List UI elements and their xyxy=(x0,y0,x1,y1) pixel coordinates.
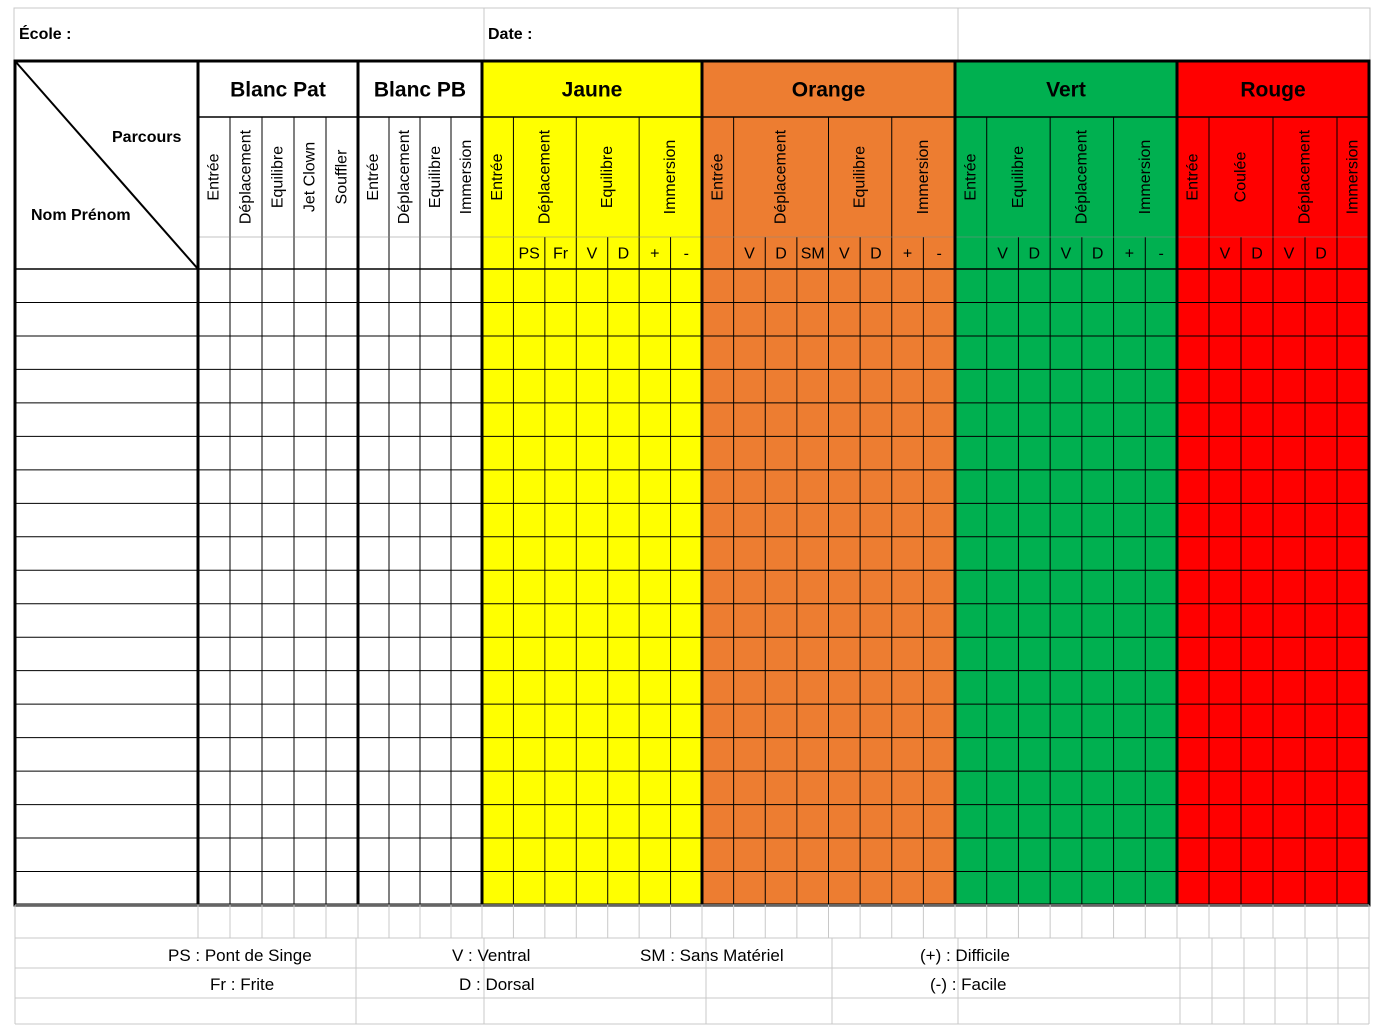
column-header: Déplacement xyxy=(772,129,790,225)
column-header: Equilibre xyxy=(1009,145,1027,209)
column-header: Immersion xyxy=(458,139,475,215)
sub-header: V xyxy=(838,245,850,263)
sub-header: V xyxy=(1283,245,1295,263)
header-frame xyxy=(14,8,1370,61)
sub-header: + xyxy=(902,245,913,263)
ecole-label: École : xyxy=(19,26,72,43)
sub-header: SM xyxy=(800,245,825,263)
sub-header: D xyxy=(775,245,787,263)
column-header: Equilibre xyxy=(599,145,617,209)
sub-header: D xyxy=(870,245,882,263)
sub-header: V xyxy=(1060,245,1072,263)
group-title: Jaune xyxy=(561,78,623,102)
column-header: Entrée xyxy=(709,153,727,201)
sub-header: V xyxy=(586,245,598,263)
sub-header: PS xyxy=(518,245,540,263)
column-header: Déplacement xyxy=(237,129,255,225)
group-title: Vert xyxy=(1046,78,1086,102)
group-title: Blanc Pat xyxy=(230,78,326,102)
corner-nom-prenom-label: Nom Prénom xyxy=(31,207,131,224)
column-header: Déplacement xyxy=(1073,129,1091,225)
column-header: Déplacement xyxy=(536,129,554,225)
sub-header: D xyxy=(1091,245,1104,263)
column-header: Equilibre xyxy=(851,145,869,209)
column-header: Jet Clown xyxy=(301,141,319,213)
column-header: Equilibre xyxy=(427,145,444,209)
column-header: Déplacement xyxy=(1296,129,1314,225)
group-title: Rouge xyxy=(1240,78,1306,102)
legend-minus: (-) : Facile xyxy=(930,975,1007,994)
legend-sm: SM : Sans Matériel xyxy=(640,946,784,965)
column-header: Immersion xyxy=(1344,139,1362,215)
group-title: Orange xyxy=(791,78,866,102)
sub-header: + xyxy=(1124,245,1135,263)
column-header: Déplacement xyxy=(396,129,413,225)
legend-v: V : Ventral xyxy=(452,946,531,965)
sub-header: Fr xyxy=(553,245,569,263)
sub-header: V xyxy=(997,245,1008,263)
sub-header: D xyxy=(1315,245,1327,263)
column-header: Immersion xyxy=(662,139,680,215)
column-header: Souffler xyxy=(333,149,351,205)
column-header: Entrée xyxy=(1184,153,1202,201)
sub-header: V xyxy=(744,245,755,263)
column-header: Entrée xyxy=(365,153,382,201)
corner-parcours-label: Parcours xyxy=(112,129,182,146)
legend-fr: Fr : Frite xyxy=(210,975,275,994)
legend-plus: (+) : Difficile xyxy=(920,946,1010,965)
legend-ps: PS : Pont de Singe xyxy=(168,946,312,965)
sub-header: V xyxy=(1219,245,1231,263)
column-header: Coulée xyxy=(1232,151,1250,203)
column-header: Immersion xyxy=(1136,139,1154,215)
legend-d: D : Dorsal xyxy=(459,975,535,994)
sub-header: D xyxy=(1028,245,1041,263)
column-header: Entrée xyxy=(489,153,507,201)
sub-header: D xyxy=(617,245,630,263)
sub-header: D xyxy=(1251,245,1263,263)
sub-header: - xyxy=(1158,245,1164,263)
column-header: Immersion xyxy=(914,139,932,215)
column-header: Entrée xyxy=(205,153,223,201)
group-title: Blanc PB xyxy=(373,78,467,102)
corner-diagonal xyxy=(15,61,198,269)
sub-header: - xyxy=(936,245,942,263)
sub-header: - xyxy=(683,245,689,263)
column-header: Entrée xyxy=(962,153,980,201)
column-header: Equilibre xyxy=(269,145,287,209)
date-label: Date : xyxy=(488,26,533,43)
sub-header: + xyxy=(650,245,660,263)
